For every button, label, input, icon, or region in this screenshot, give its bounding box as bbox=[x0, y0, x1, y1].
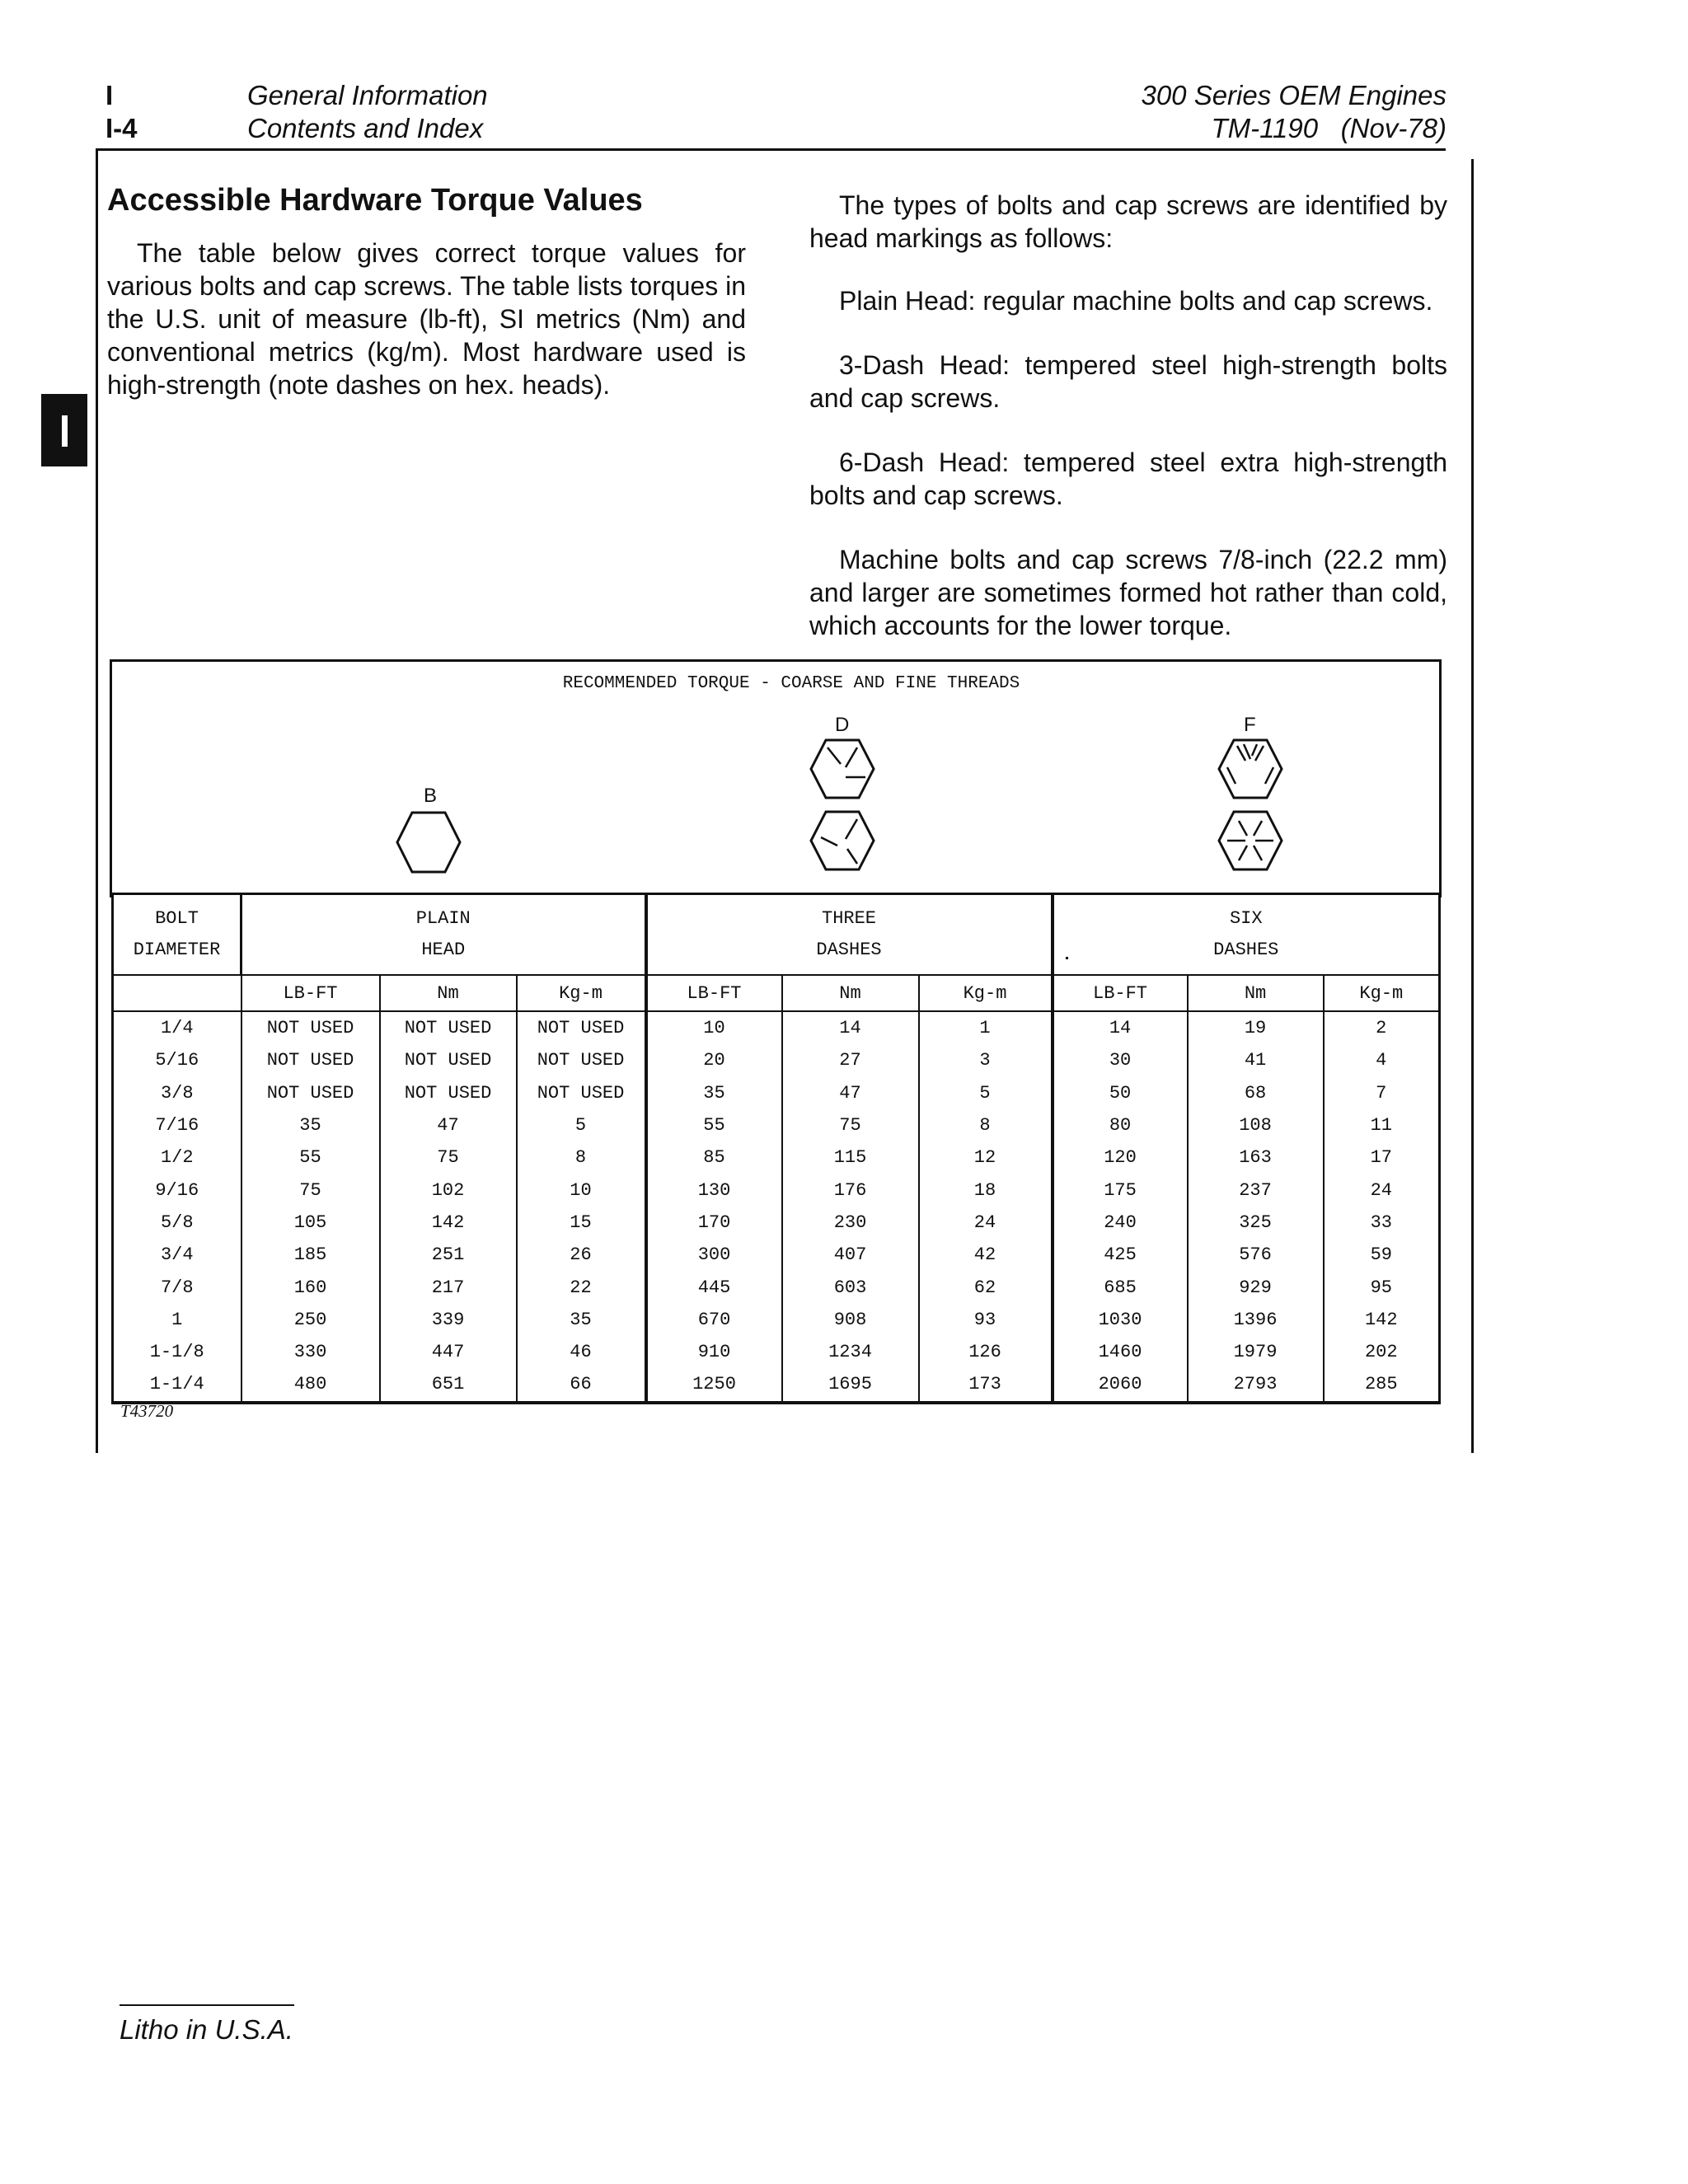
torque-value-cell: 80 bbox=[1053, 1109, 1188, 1141]
header-rule bbox=[96, 148, 1446, 151]
torque-value-cell: 1250 bbox=[646, 1368, 782, 1402]
torque-value-cell: 217 bbox=[380, 1271, 517, 1303]
plain-head-description: Plain Head: regular machine bolts and cap screws. bbox=[839, 286, 1433, 316]
torque-value-cell: 910 bbox=[646, 1336, 782, 1368]
three-dash-hex-head-icon bbox=[809, 738, 875, 800]
torque-value-cell: 1460 bbox=[1053, 1336, 1188, 1368]
section-title: General Information bbox=[247, 80, 488, 110]
torque-value-cell: 2793 bbox=[1188, 1368, 1324, 1402]
torque-value-cell: 142 bbox=[380, 1207, 517, 1239]
bolt-diameter-cell: 7/8 bbox=[113, 1271, 241, 1303]
torque-value-cell: 35 bbox=[646, 1077, 782, 1109]
manual-title: 300 Series OEM Engines bbox=[1141, 80, 1447, 110]
unit-header: LB-FT bbox=[646, 975, 782, 1011]
bolt-diameter-cell: 5/16 bbox=[113, 1044, 241, 1076]
section-letter: I bbox=[106, 80, 114, 110]
torque-table bbox=[111, 893, 1441, 1404]
torque-value-cell: NOT USED bbox=[241, 1077, 380, 1109]
torque-value-cell: 30 bbox=[1053, 1044, 1188, 1076]
label-b: B bbox=[424, 785, 438, 807]
unit-header: LB-FT bbox=[1053, 975, 1188, 1011]
table-row bbox=[113, 1141, 1440, 1174]
table-row bbox=[113, 1336, 1440, 1368]
torque-value-cell: 325 bbox=[1188, 1207, 1324, 1239]
torque-value-cell: 24 bbox=[1324, 1174, 1440, 1206]
table-row bbox=[113, 1174, 1440, 1206]
torque-value-cell: 175 bbox=[1053, 1174, 1188, 1206]
table-row bbox=[113, 1304, 1440, 1336]
torque-value-cell: 651 bbox=[380, 1368, 517, 1402]
figure-caption: RECOMMENDED TORQUE - COARSE AND FINE THREADS bbox=[562, 674, 1020, 693]
torque-value-cell: 18 bbox=[919, 1174, 1053, 1206]
torque-value-cell: 22 bbox=[517, 1271, 646, 1303]
torque-value-cell: 11 bbox=[1324, 1109, 1440, 1141]
manual-number-date bbox=[1212, 112, 1447, 145]
torque-value-cell: 20 bbox=[646, 1044, 782, 1076]
torque-value-cell: 120 bbox=[1053, 1141, 1188, 1174]
torque-value-cell: 27 bbox=[782, 1044, 919, 1076]
torque-value-cell: 95 bbox=[1324, 1271, 1440, 1303]
unit-header: Kg-m bbox=[517, 975, 646, 1011]
page-heading: Accessible Hardware Torque Values bbox=[107, 183, 643, 218]
torque-value-cell: 12 bbox=[919, 1141, 1053, 1174]
torque-value-cell: 15 bbox=[517, 1207, 646, 1239]
torque-value-cell: 8 bbox=[919, 1109, 1053, 1141]
torque-value-cell: 108 bbox=[1188, 1109, 1324, 1141]
torque-value-cell: 75 bbox=[380, 1141, 517, 1174]
bolt-diameter-header: BOLT DIAMETER bbox=[113, 894, 241, 976]
table-row bbox=[113, 1271, 1440, 1303]
torque-value-cell: 10 bbox=[646, 1011, 782, 1044]
torque-value-cell: 670 bbox=[646, 1304, 782, 1336]
group-header-row bbox=[113, 894, 1440, 976]
figure-id: T43720 bbox=[120, 1401, 174, 1421]
bolt-diameter-cell: 1-1/4 bbox=[113, 1368, 241, 1402]
torque-value-cell: 14 bbox=[1053, 1011, 1188, 1044]
head-markings-intro: The types of bolts and cap screws are identified by head markings as follows: bbox=[809, 190, 1447, 253]
three-dash-hex-head-alt-icon bbox=[809, 809, 875, 872]
torque-value-cell: 1979 bbox=[1188, 1336, 1324, 1368]
bolt-diameter-cell: 3/8 bbox=[113, 1077, 241, 1109]
torque-value-cell: NOT USED bbox=[380, 1011, 517, 1044]
torque-value-cell: 576 bbox=[1188, 1239, 1324, 1271]
torque-value-cell: NOT USED bbox=[380, 1044, 517, 1076]
torque-value-cell: 46 bbox=[517, 1336, 646, 1368]
six-dashes-header: SIX DASHES bbox=[1053, 894, 1440, 976]
torque-value-cell: 47 bbox=[380, 1109, 517, 1141]
torque-value-cell: NOT USED bbox=[241, 1011, 380, 1044]
torque-value-cell: 407 bbox=[782, 1239, 919, 1271]
torque-value-cell: 5 bbox=[919, 1077, 1053, 1109]
torque-value-cell: 163 bbox=[1188, 1141, 1324, 1174]
table-row bbox=[113, 1109, 1440, 1141]
torque-value-cell: 2060 bbox=[1053, 1368, 1188, 1402]
bolt-diameter-cell: 9/16 bbox=[113, 1174, 241, 1206]
bolt-diameter-cell: 1-1/8 bbox=[113, 1336, 241, 1368]
torque-value-cell: 300 bbox=[646, 1239, 782, 1271]
torque-value-cell: 14 bbox=[782, 1011, 919, 1044]
unit-header: Kg-m bbox=[1324, 975, 1440, 1011]
torque-value-cell: 237 bbox=[1188, 1174, 1324, 1206]
torque-value-cell: 19 bbox=[1188, 1011, 1324, 1044]
torque-value-cell: 285 bbox=[1324, 1368, 1440, 1402]
torque-table-body bbox=[113, 1011, 1440, 1403]
torque-value-cell: 240 bbox=[1053, 1207, 1188, 1239]
torque-value-cell: 447 bbox=[380, 1336, 517, 1368]
torque-value-cell: 251 bbox=[380, 1239, 517, 1271]
torque-value-cell: 33 bbox=[1324, 1207, 1440, 1239]
torque-value-cell: NOT USED bbox=[241, 1044, 380, 1076]
torque-value-cell: 7 bbox=[1324, 1077, 1440, 1109]
torque-value-cell: 17 bbox=[1324, 1141, 1440, 1174]
torque-value-cell: 93 bbox=[919, 1304, 1053, 1336]
bolt-diameter-cell: 1 bbox=[113, 1304, 241, 1336]
torque-value-cell: 202 bbox=[1324, 1336, 1440, 1368]
unit-header: Nm bbox=[1188, 975, 1324, 1011]
right-margin-rule bbox=[1471, 159, 1474, 1453]
torque-value-cell: NOT USED bbox=[380, 1077, 517, 1109]
torque-value-cell: 603 bbox=[782, 1271, 919, 1303]
hot-formed-note: Machine bolts and cap screws 7/8-inch (22.2 mm) and larger are sometimes formed hot rather than cold, which accounts for the lower torque. bbox=[809, 545, 1447, 640]
plain-hex-head-icon bbox=[396, 809, 462, 875]
torque-value-cell: 176 bbox=[782, 1174, 919, 1206]
torque-value-cell: 50 bbox=[1053, 1077, 1188, 1109]
torque-value-cell: 35 bbox=[241, 1109, 380, 1141]
table-row bbox=[113, 1044, 1440, 1076]
torque-value-cell: 1030 bbox=[1053, 1304, 1188, 1336]
torque-value-cell: 929 bbox=[1188, 1271, 1324, 1303]
manual-number: TM-1190 bbox=[1211, 113, 1319, 143]
torque-value-cell: 1396 bbox=[1188, 1304, 1324, 1336]
manual-date: (Nov-78) bbox=[1340, 113, 1447, 143]
bolt-diameter-cell: 7/16 bbox=[113, 1109, 241, 1141]
torque-value-cell: NOT USED bbox=[517, 1044, 646, 1076]
unit-header: Nm bbox=[380, 975, 517, 1011]
bolt-diameter-cell: 1/2 bbox=[113, 1141, 241, 1174]
torque-value-cell: NOT USED bbox=[517, 1011, 646, 1044]
head-markings-text bbox=[809, 189, 1447, 642]
torque-value-cell: 130 bbox=[646, 1174, 782, 1206]
footer-rule bbox=[120, 2004, 294, 2006]
torque-value-cell: 10 bbox=[517, 1174, 646, 1206]
torque-value-cell: 160 bbox=[241, 1271, 380, 1303]
table-row bbox=[113, 1011, 1440, 1044]
section-tab-label bbox=[62, 415, 68, 447]
torque-value-cell: 250 bbox=[241, 1304, 380, 1336]
torque-value-cell: 35 bbox=[517, 1304, 646, 1336]
torque-value-cell: 75 bbox=[241, 1174, 380, 1206]
torque-value-cell: 8 bbox=[517, 1141, 646, 1174]
torque-value-cell: 68 bbox=[1188, 1077, 1324, 1109]
table-row bbox=[113, 1207, 1440, 1239]
six-dash-hex-head-icon bbox=[1217, 738, 1283, 800]
torque-value-cell: 480 bbox=[241, 1368, 380, 1402]
torque-value-cell: 42 bbox=[919, 1239, 1053, 1271]
bolt-diameter-cell: 3/4 bbox=[113, 1239, 241, 1271]
torque-value-cell: 3 bbox=[919, 1044, 1053, 1076]
label-d: D bbox=[835, 714, 850, 736]
torque-value-cell: 330 bbox=[241, 1336, 380, 1368]
bolt-diameter-cell: 5/8 bbox=[113, 1207, 241, 1239]
torque-value-cell: NOT USED bbox=[517, 1077, 646, 1109]
plain-head-header: PLAIN HEAD bbox=[241, 894, 646, 976]
six-dash-hex-head-alt-icon bbox=[1217, 809, 1283, 872]
litho-note: Litho in U.S.A. bbox=[120, 2014, 293, 2045]
torque-value-cell: 55 bbox=[646, 1109, 782, 1141]
intro-paragraph-text: The table below gives correct torque values for various bolts and cap screws. The table lists torques in the U.S. unit of measure (lb-ft), SI metrics (Nm) and conventional metrics (kg/m). Most hardware used is high-strength (note dashes on hex. heads). bbox=[107, 238, 746, 400]
torque-value-cell: 66 bbox=[517, 1368, 646, 1402]
three-dash-description: 3-Dash Head: tempered steel high-strength bolts and cap screws. bbox=[809, 350, 1447, 413]
torque-value-cell: 62 bbox=[919, 1271, 1053, 1303]
torque-value-cell: 185 bbox=[241, 1239, 380, 1271]
torque-value-cell: 685 bbox=[1053, 1271, 1188, 1303]
unit-header: Nm bbox=[782, 975, 919, 1011]
intro-paragraph bbox=[107, 237, 746, 401]
three-dashes-header: THREE DASHES bbox=[646, 894, 1053, 976]
torque-value-cell: 170 bbox=[646, 1207, 782, 1239]
left-margin-rule bbox=[96, 151, 98, 1453]
torque-value-cell: 1695 bbox=[782, 1368, 919, 1402]
torque-value-cell: 105 bbox=[241, 1207, 380, 1239]
torque-value-cell: 102 bbox=[380, 1174, 517, 1206]
torque-value-cell: 41 bbox=[1188, 1044, 1324, 1076]
torque-value-cell: 339 bbox=[380, 1304, 517, 1336]
torque-value-cell: 24 bbox=[919, 1207, 1053, 1239]
unit-header-blank bbox=[113, 975, 241, 1011]
torque-value-cell: 908 bbox=[782, 1304, 919, 1336]
torque-value-cell: 26 bbox=[517, 1239, 646, 1271]
table-row bbox=[113, 1368, 1440, 1402]
torque-value-cell: 55 bbox=[241, 1141, 380, 1174]
unit-header: LB-FT bbox=[241, 975, 380, 1011]
torque-value-cell: 1234 bbox=[782, 1336, 919, 1368]
torque-value-cell: 4 bbox=[1324, 1044, 1440, 1076]
section-subtitle: Contents and Index bbox=[247, 113, 484, 143]
torque-value-cell: 425 bbox=[1053, 1239, 1188, 1271]
torque-value-cell: 445 bbox=[646, 1271, 782, 1303]
torque-value-cell: 115 bbox=[782, 1141, 919, 1174]
torque-value-cell: 75 bbox=[782, 1109, 919, 1141]
six-dash-description: 6-Dash Head: tempered steel extra high-strength bolts and cap screws. bbox=[809, 448, 1447, 510]
table-row bbox=[113, 1239, 1440, 1271]
unit-header-row bbox=[113, 975, 1440, 1011]
torque-value-cell: 173 bbox=[919, 1368, 1053, 1402]
torque-value-cell: 1 bbox=[919, 1011, 1053, 1044]
torque-value-cell: 126 bbox=[919, 1336, 1053, 1368]
torque-value-cell: 47 bbox=[782, 1077, 919, 1109]
table-row bbox=[113, 1077, 1440, 1109]
section-tab-marker bbox=[41, 394, 87, 466]
torque-value-cell: 85 bbox=[646, 1141, 782, 1174]
torque-value-cell: 5 bbox=[517, 1109, 646, 1141]
torque-value-cell: 230 bbox=[782, 1207, 919, 1239]
torque-value-cell: 59 bbox=[1324, 1239, 1440, 1271]
torque-value-cell: 2 bbox=[1324, 1011, 1440, 1044]
torque-value-cell: 142 bbox=[1324, 1304, 1440, 1336]
unit-header: Kg-m bbox=[919, 975, 1053, 1011]
bolt-diameter-cell: 1/4 bbox=[113, 1011, 241, 1044]
page-number: I-4 bbox=[106, 113, 138, 143]
label-f: F bbox=[1244, 714, 1256, 736]
